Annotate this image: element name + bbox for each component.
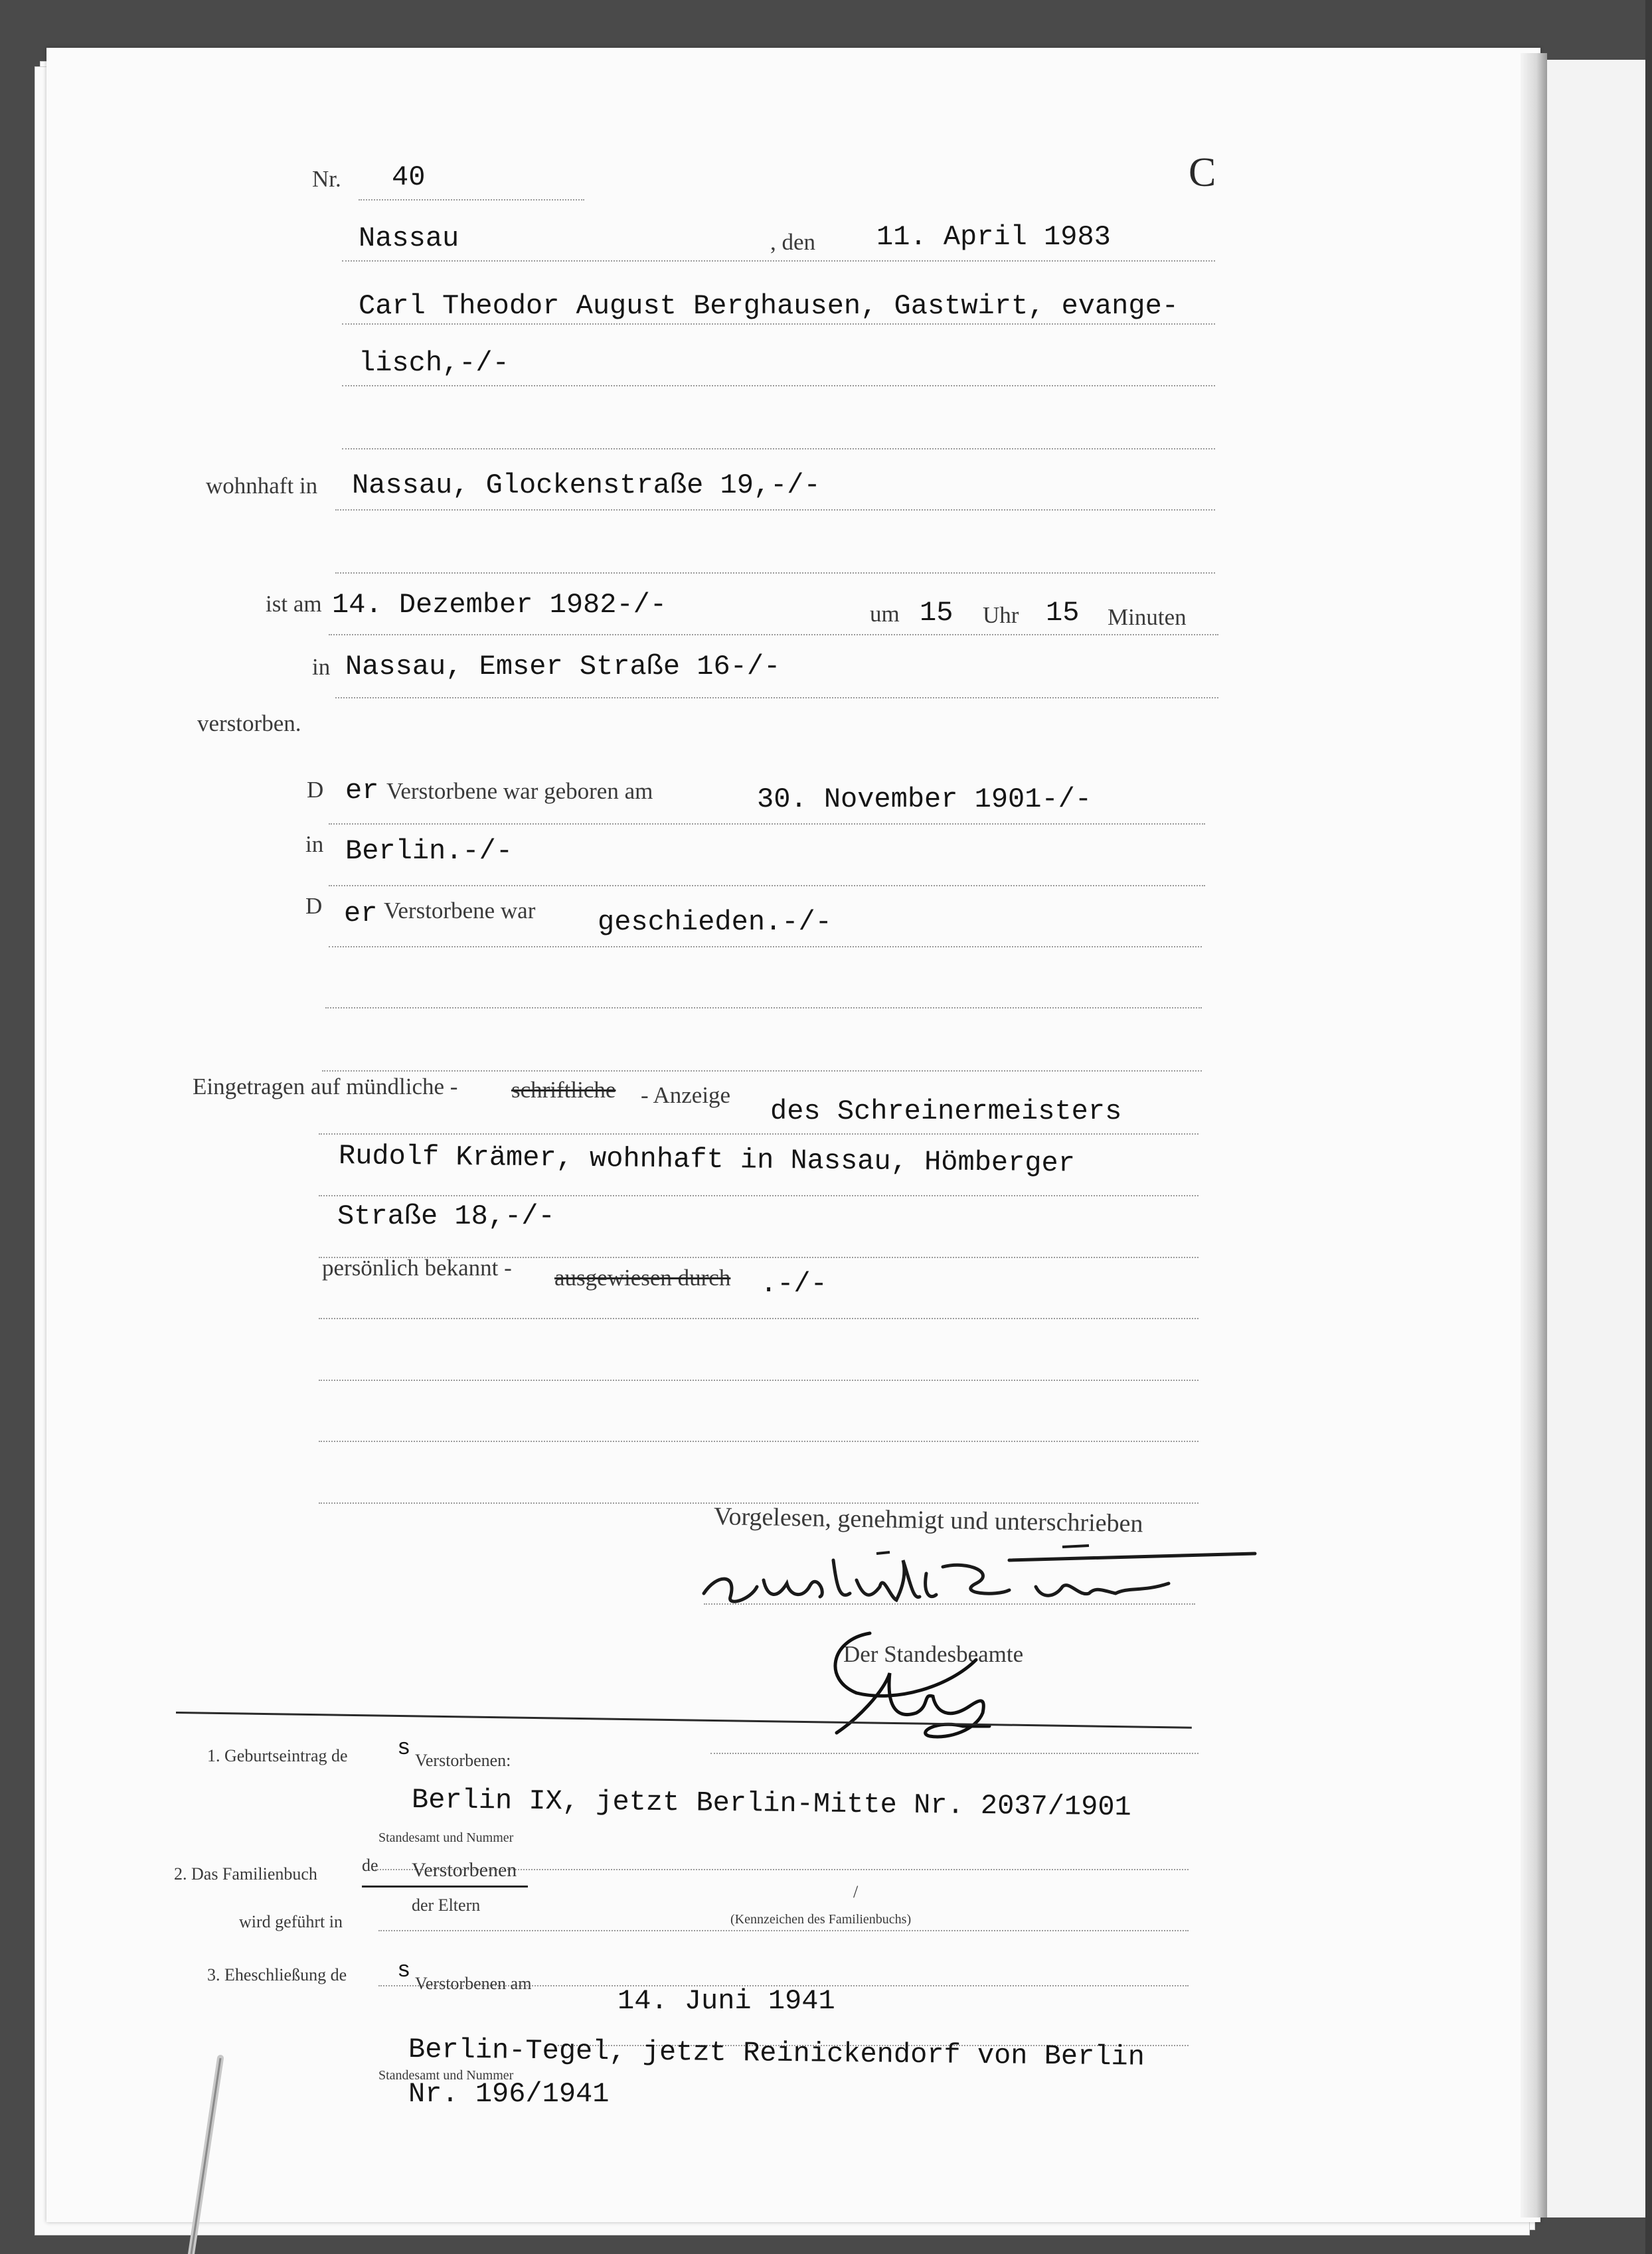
- item1-suffix: Verstorbenen:: [415, 1751, 511, 1770]
- death-place-label: in: [312, 654, 331, 680]
- birth-d-prefix: D: [307, 777, 324, 803]
- verstorben-label: verstorben.: [197, 710, 301, 736]
- death-date-label: ist am: [266, 591, 322, 617]
- birth-label: Verstorbene war geboren am: [386, 778, 653, 804]
- item3-s: s: [397, 1959, 411, 1984]
- blank-line: [319, 1441, 1198, 1442]
- register-place: Nassau: [359, 222, 459, 254]
- death-place: Nassau, Emser Straße 16-/-: [345, 651, 781, 683]
- report-label-part2: - Anzeige: [641, 1082, 731, 1108]
- item3-label: 3. Eheschließung de: [207, 1965, 347, 1984]
- report-line1: [319, 1133, 1198, 1135]
- residence-line: [335, 509, 1215, 511]
- blank-line: [342, 448, 1215, 449]
- register-letter: C: [1189, 150, 1216, 195]
- item2-de: de: [362, 1856, 378, 1875]
- den-label: , den: [770, 229, 816, 255]
- item2-underline: [362, 1886, 528, 1888]
- uhr-label: Uhr: [983, 602, 1019, 628]
- residence-label: wohnhaft in: [206, 473, 318, 499]
- item2-slash: /: [853, 1882, 859, 1901]
- blank-line: [325, 1007, 1202, 1008]
- death-date-line: [329, 634, 1218, 635]
- item2-wird: wird geführt in: [239, 1912, 343, 1931]
- reporter-line2: Rudolf Krämer, wohnhaft in Nassau, Hömberger: [338, 1140, 1076, 1180]
- item3-suffix: Verstorbenen am: [415, 1974, 532, 1993]
- blank-line: [319, 1380, 1198, 1381]
- item2-label: 2. Das Familienbuch: [174, 1864, 317, 1884]
- residence-value: Nassau, Glockenstraße 19,-/-: [352, 469, 821, 501]
- birth-place-line: [329, 885, 1205, 886]
- item2-kennzeichen: (Kennzeichen des Familienbuchs): [730, 1912, 912, 1927]
- reporter-sign-line: [704, 1603, 1195, 1605]
- book-edge: [1645, 0, 1652, 2254]
- official-signature: [817, 1620, 1029, 1753]
- register-date: 11. April 1983: [876, 221, 1111, 253]
- blank-line: [335, 572, 1215, 574]
- known-label: persönlich bekannt -: [322, 1255, 512, 1281]
- reporter-line3: Straße 18,-/-: [337, 1200, 555, 1232]
- place-date-line: [342, 260, 1215, 262]
- nr-label: Nr.: [312, 166, 341, 192]
- name-line1: [342, 323, 1215, 325]
- nr-line: [359, 199, 584, 201]
- death-hour: 15: [920, 597, 953, 629]
- report-label-struck: schriftliche: [511, 1077, 616, 1103]
- um-label: um: [870, 601, 900, 627]
- item2-line: [378, 1930, 1189, 1931]
- birth-date: 30. November 1901-/-: [757, 783, 1092, 815]
- item3-place: Berlin-Tegel, jetzt Reinickendorf von Berlin: [408, 2034, 1145, 2073]
- item1-label: 1. Geburtseintrag de: [207, 1746, 348, 1765]
- status-label: Verstorbene war: [384, 898, 536, 924]
- next-page: [1547, 60, 1652, 2217]
- status-line: [329, 946, 1202, 947]
- known-suffix: .-/-: [760, 1268, 827, 1300]
- name-line2: [342, 385, 1215, 386]
- status-d-prefix: D: [305, 893, 323, 919]
- deceased-name-line2: lisch,-/-: [359, 347, 509, 379]
- status-er-suffix: er: [344, 898, 378, 929]
- item2-verstorbenen: Verstorbenen: [412, 1859, 517, 1881]
- register-page: [46, 48, 1540, 2222]
- death-place-line: [335, 697, 1218, 698]
- known-line: [319, 1318, 1198, 1319]
- minuten-label: Minuten: [1108, 604, 1187, 630]
- official-label: Der Standesbeamte: [843, 1641, 1024, 1667]
- item1-s: s: [397, 1736, 411, 1761]
- birth-place-label: in: [305, 831, 324, 857]
- nr-value: 40: [392, 161, 426, 193]
- death-minute: 15: [1046, 597, 1080, 629]
- item3-standesamt-label: Standesamt und Nummer: [378, 2068, 514, 2083]
- deceased-name-line1: Carl Theodor August Berghausen, Gastwirt, evange-: [359, 290, 1179, 322]
- report-label-part1: Eingetragen auf mündliche -: [193, 1074, 458, 1099]
- item2-eltern: der Eltern: [412, 1895, 481, 1915]
- birth-date-line: [329, 823, 1205, 825]
- book-spine: [1521, 53, 1547, 2217]
- report-line2: [319, 1195, 1198, 1196]
- birth-er-suffix: er: [345, 775, 379, 807]
- pen-in-scan: [179, 2052, 232, 2254]
- official-sign-line: [710, 1753, 1198, 1754]
- death-date: 14. Dezember 1982-/-: [332, 589, 667, 621]
- read-approved-label: Vorgelesen, genehmigt und unterschrieben: [713, 1502, 1143, 1538]
- birth-place: Berlin.-/-: [345, 835, 513, 867]
- standesamt-label: Standesamt und Nummer: [378, 1830, 514, 1845]
- known-struck: ausgewiesen durch: [554, 1265, 731, 1291]
- status-value: geschieden.-/-: [598, 906, 832, 938]
- item3-nr: Nr. 196/1941: [408, 2078, 610, 2110]
- blank-line: [322, 1070, 1202, 1072]
- item1-value: Berlin IX, jetzt Berlin-Mitte Nr. 2037/1901: [411, 1784, 1131, 1824]
- reporter-line1: des Schreinermeisters: [770, 1095, 1122, 1127]
- item3-date: 14. Juni 1941: [618, 1985, 835, 2017]
